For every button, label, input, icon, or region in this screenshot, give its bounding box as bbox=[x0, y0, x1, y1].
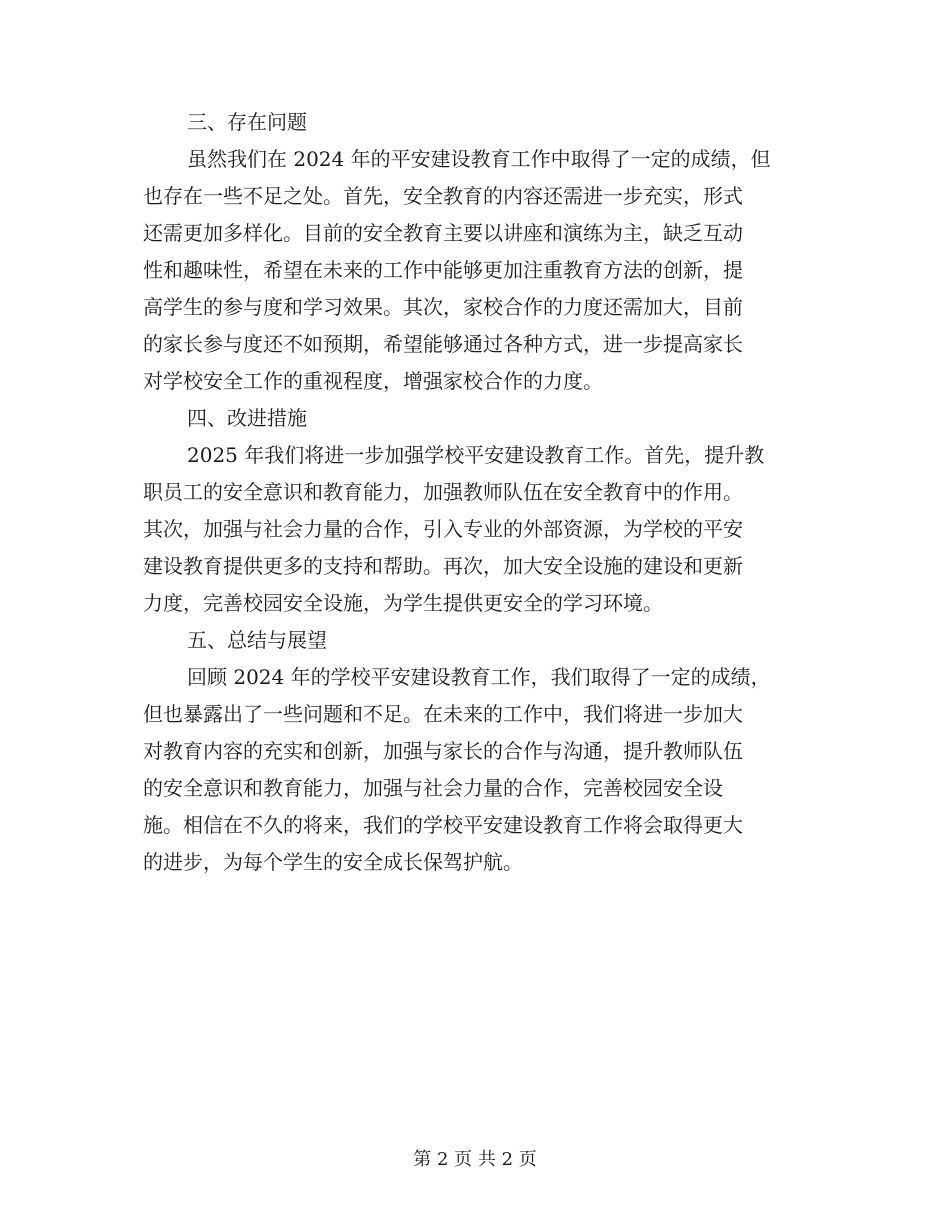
section-heading: 四、改进措施 bbox=[187, 406, 307, 430]
paragraph-line: 对教育内容的充实和创新，加强与家长的合作与沟通，提升教师队伍 bbox=[143, 739, 743, 763]
paragraph-line: 施。相信在不久的将来，我们的学校平安建设教育工作将会取得更大 bbox=[143, 813, 743, 837]
document-body bbox=[143, 104, 811, 881]
section-heading: 三、存在问题 bbox=[187, 110, 307, 134]
paragraph-line: 的安全意识和教育能力，加强与社会力量的合作，完善校园安全设 bbox=[143, 776, 723, 800]
section-improvements bbox=[143, 400, 811, 622]
paragraph-line: 的家长参与度还不如预期，希望能够通过各种方式，进一步提高家长 bbox=[143, 332, 743, 356]
paragraph-line: 2025 年我们将进一步加强学校平安建设教育工作。首先，提升教 bbox=[187, 443, 765, 467]
paragraph-line: 还需更加多样化。目前的安全教育主要以讲座和演练为主，缺乏互动 bbox=[143, 221, 743, 245]
paragraph-line: 其次，加强与社会力量的合作，引入专业的外部资源，为学校的平安 bbox=[143, 517, 743, 541]
paragraph-line: 虽然我们在 2024 年的平安建设教育工作中取得了一定的成绩，但 bbox=[187, 147, 771, 171]
paragraph-line: 的进步，为每个学生的安全成长保驾护航。 bbox=[143, 850, 523, 874]
section-heading: 五、总结与展望 bbox=[187, 628, 327, 652]
paragraph-line: 回顾 2024 年的学校平安建设教育工作，我们取得了一定的成绩， bbox=[187, 665, 771, 689]
paragraph-line: 但也暴露出了一些问题和不足。在未来的工作中，我们将进一步加大 bbox=[143, 702, 743, 726]
paragraph-line: 力度，完善校园安全设施，为学生提供更安全的学习环境。 bbox=[143, 591, 663, 615]
paragraph-line: 建设教育提供更多的支持和帮助。再次，加大安全设施的建设和更新 bbox=[143, 554, 743, 578]
section-problems bbox=[143, 104, 811, 400]
page-number-footer: 第 2 页 共 2 页 bbox=[413, 1149, 537, 1170]
paragraph-line: 对学校安全工作的重视程度，增强家校合作的力度。 bbox=[143, 369, 603, 393]
paragraph-line: 也存在一些不足之处。首先，安全教育的内容还需进一步充实，形式 bbox=[143, 184, 743, 208]
paragraph-line: 职员工的安全意识和教育能力，加强教师队伍在安全教育中的作用。 bbox=[143, 480, 743, 504]
paragraph-line: 高学生的参与度和学习效果。其次，家校合作的力度还需加大，目前 bbox=[143, 295, 743, 319]
paragraph-line: 性和趣味性，希望在未来的工作中能够更加注重教育方法的创新，提 bbox=[143, 258, 743, 282]
section-summary bbox=[143, 622, 811, 881]
